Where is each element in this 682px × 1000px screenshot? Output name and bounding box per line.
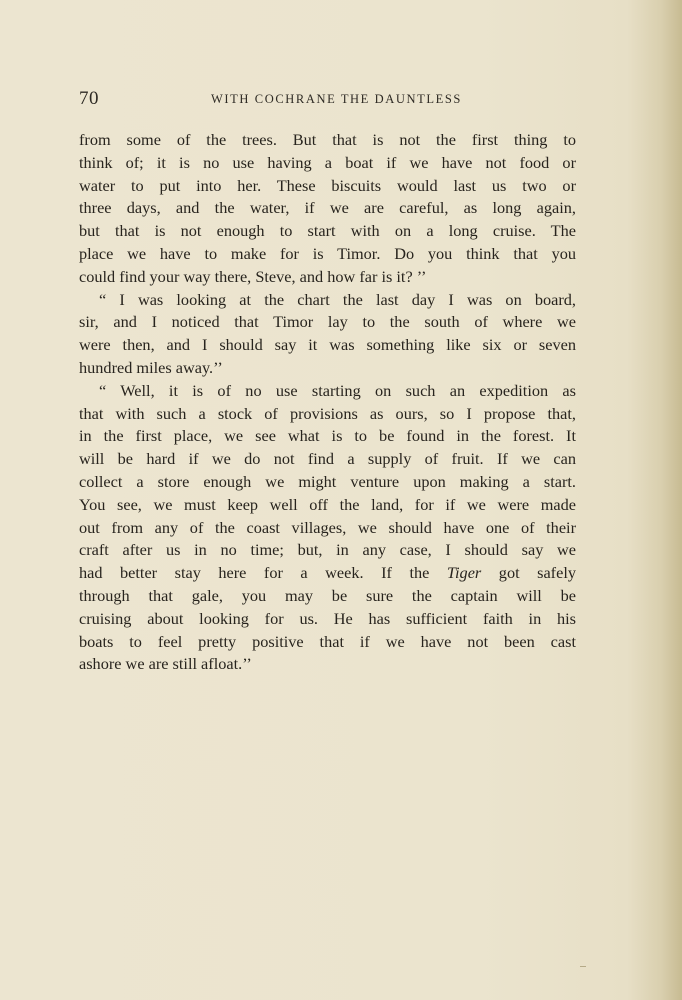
ship-name: Tiger (446, 563, 482, 583)
text-line: think of; it is no use having a boat if we have not food or (79, 152, 576, 172)
text-segment: got safely (498, 563, 576, 583)
text-line (79, 562, 576, 585)
paper-mark (580, 966, 586, 967)
text-line: place we have to make for is Timor. Do you think that you (79, 243, 576, 263)
text-line: collect a store enough we might venture upon making a start. (79, 471, 576, 491)
text-line: will be hard if we do not find a supply of fruit. If we can (79, 449, 576, 469)
text-line: sir, and I noticed that Timor lay to the south of where we (79, 312, 576, 332)
text-line: “ I was looking at the chart the last day I was on board, (99, 289, 576, 309)
text-line: but that is not enough to start with on a long cruise. The (79, 221, 576, 241)
text-line: out from any of the coast villages, we should have one of their (79, 517, 576, 537)
text-line: boats to feel pretty positive that if we have not been cast (79, 631, 576, 651)
text-line: three days, and the water, if we are careful, as long again, (79, 198, 576, 218)
text-line: through that gale, you may be sure the captain will be (79, 585, 576, 605)
text-line: could find your way there, Steve, and how far is it? ’’ (79, 266, 427, 286)
text-line: “ Well, it is of no use starting on such an expedition as (99, 380, 576, 400)
text-line: were then, and I should say it was something like six or seven (79, 335, 576, 355)
text-line: hundred miles away.’’ (79, 357, 223, 377)
body-text (79, 129, 576, 676)
running-head: WITH COCHRANE THE DAUNTLESS (211, 92, 462, 106)
page-number: 70 (79, 88, 99, 109)
text-line: that with such a stock of provisions as ours, so I propose that, (79, 403, 576, 423)
text-line: You see, we must keep well off the land, for if we were made (79, 494, 576, 514)
text-line: in the first place, we see what is to be found in the forest. It (79, 426, 576, 446)
text-line: cruising about looking for us. He has sufficient faith in his (79, 608, 576, 628)
text-line: ashore we are still afloat.’’ (79, 654, 252, 674)
text-line: from some of the trees. But that is not the first thing to (79, 130, 576, 149)
page-header (79, 88, 576, 112)
text-line: water to put into her. These biscuits would last us two or (79, 175, 576, 195)
text-line: craft after us in no time; but, in any case, I should say we (79, 540, 576, 560)
text-segment: had better stay here for a week. If the (79, 563, 430, 583)
